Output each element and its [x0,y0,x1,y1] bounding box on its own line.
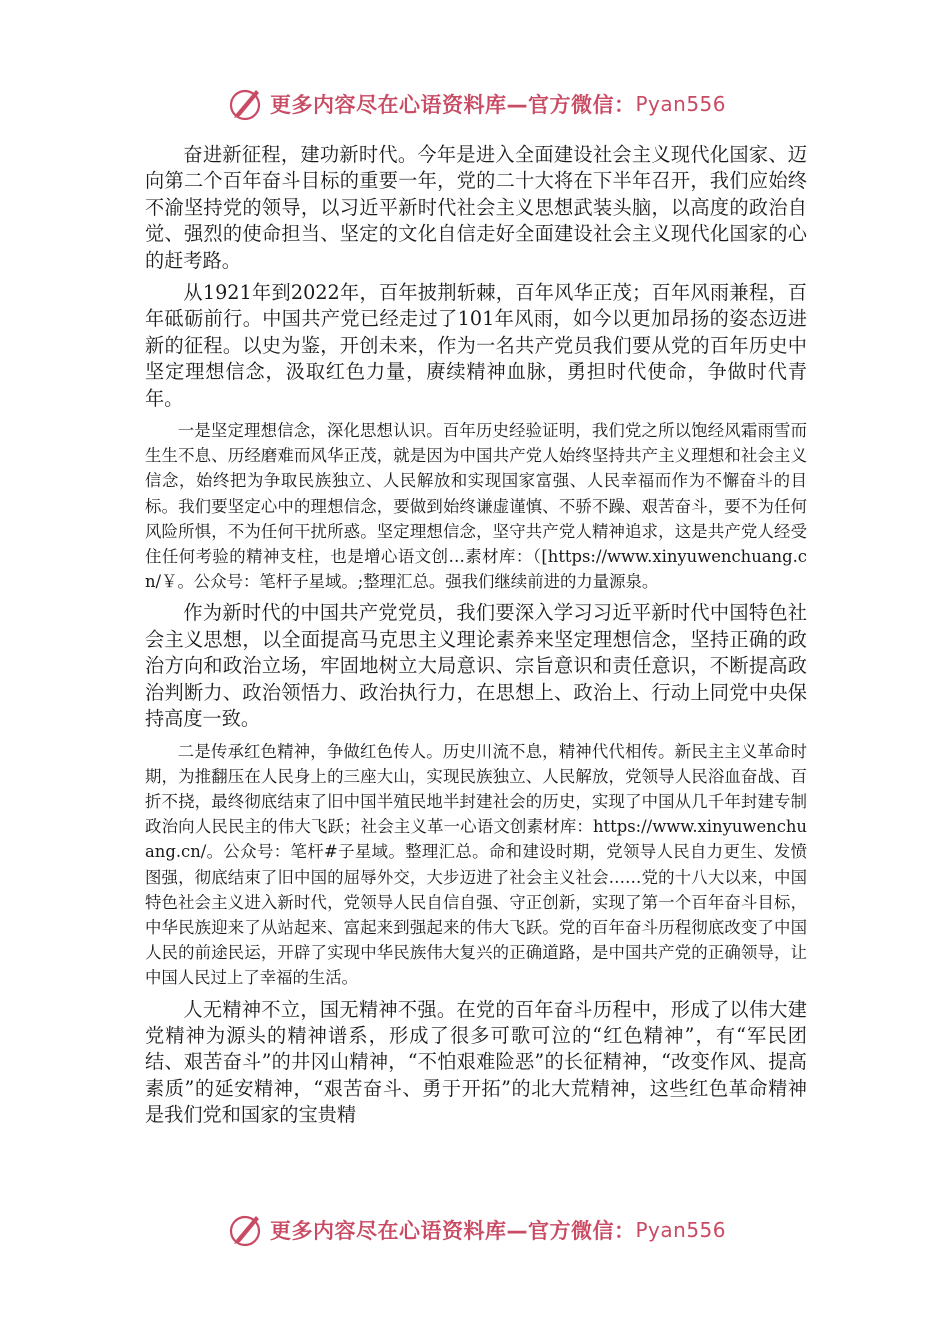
paragraph-5: 二是传承红色精神，争做红色传人。历史川流不息，精神代代相传。新民主主义革命时期，为推翻压在人民身上的三座大山，实现民族独立、人民解放，党领导人民浴血奋战、百折不挠，最终彻底结束了旧中国半殖民地半封建社会的历史，实现了中国从几千年封建专制政治向人民民主的伟大飞跃；社会主义革一心语文创素材库：https://www.xinyuwenchuang.cn/。公众号：笔杆#子星域。整理汇总。命和建设时期，党领导人民自力更生、发愤图强，彻底结束了旧中国的屈辱外交，大步迈进了社会主义社会……党的十八大以来，中国特色社会主义进入新时代，党领导人民自信自强、守正创新，实现了第一个百年奋斗目标，中华民族迎来了从站起来、富起来到强起来的伟大飞跃。党的百年奋斗历程彻底改变了中国人民的前途民运，开辟了实现中华民族伟大复兴的正确道路，是中国共产党的正确领导，让中国人民过上了幸福的生活。 [145,741,807,988]
footer-banner-text: 更多内容尽在心语资料库—官方微信： [270,1219,636,1243]
header-banner-account: Pyan556 [635,92,727,116]
paragraph-6: 人无精神不立，国无精神不强。在党的百年奋斗历程中，形成了以伟大建党精神为源头的精神谱系，形成了很多可歌可泣的“红色精神”，有“军民团结、艰苦奋斗”的井冈山精神，“不怕艰难险恶”的长征精神，“改变作风、提高素质”的延安精神，“艰苦奋斗、勇于开拓”的北大荒精神，这些红色革命精神是我们党和国家的宝贵精 [145,997,807,1127]
footer-banner-account: Pyan556 [635,1218,727,1242]
pen-circle-logo-icon [228,84,264,124]
paragraph-3: 一是坚定理想信念，深化思想认识。百年历史经验证明，我们党之所以饱经风霜雨雪而生生不息、历经磨难而风华正茂，就是因为中国共产党人始终坚持共产主义理想和社会主义信念，始终把为争取民族独立、人民解放和实现国家富强、人民幸福而作为不懈奋斗的目标。我们要坚定心中的理想信念，要做到始终谦虚谨慎、不骄不躁、艰苦奋斗，要不为任何风险所惧，不为任何干扰所惑。坚定理想信念，坚守共产党人精神追求，这是共产党人经受住任何考验的精神支柱，也是增心语文创…素材库：（[https://www.xinyuwenchuang.cn/￥。公众号：笔杆子星域。;整理汇总。强我们继续前进的力量源泉。 [145,421,807,592]
document-body [145,142,807,1135]
paragraph-4: 作为新时代的中国共产党党员，我们要深入学习习近平新时代中国特色社会主义思想，以全面提高马克思主义理论素养来坚定理想信念，坚持正确的政治方向和政治立场，牢固地树立大局意识、宗旨意识和责任意识，不断提高政治判断力、政治领悟力、政治执行力，在思想上、政治上、行动上同党中央保持高度一致。 [145,601,807,731]
paragraph-2: 从1921年到2022年，百年披荆斩棘，百年风华正茂；百年风雨兼程，百年砥砺前行。中国共产党已经走过了101年风雨，如今以更加昂扬的姿态迈进新的征程。以史为鉴，开创未来，作为一名共产党员我们要从党的百年历史中坚定理想信念，汲取红色力量，赓续精神血脉，勇担时代使命，争做时代青年。 [145,281,807,410]
footer-banner [228,1208,748,1252]
paragraph-1: 奋进新征程，建功新时代。今年是进入全面建设社会主义现代化国家、迈向第二个百年奋斗目标的重要一年，党的二十大将在下半年召开，我们应始终不渝坚持党的领导，以习近平新时代社会主义思想武装头脑，以高度的政治自觉、强烈的使命担当、坚定的文化自信走好全面建设社会主义现代化国家的心的赶考路。 [145,143,807,272]
header-banner-text: 更多内容尽在心语资料库—官方微信： [270,93,636,117]
header-banner [228,82,748,126]
pen-circle-logo-icon [228,1210,264,1250]
